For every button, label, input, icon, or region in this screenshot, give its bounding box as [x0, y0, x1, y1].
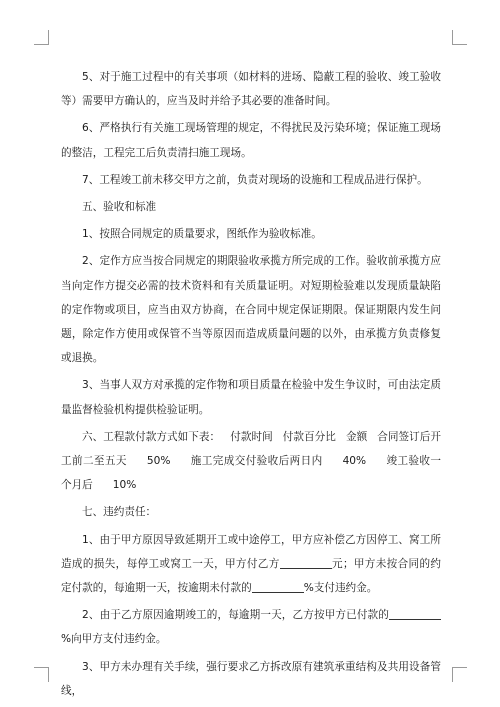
- breach-clause-2: [61, 603, 441, 651]
- breach-1-part-a: 1、由于甲方原因导致延期开工或中途停工，甲方应补偿乙方因停工、窝工所造成的损失，每停工或窝工一天，甲方付乙方: [61, 533, 441, 570]
- breach-clause-3: 3、甲方未办理有关手续，强行要求乙方拆改原有建筑承重结构及共用设备管线，: [61, 660, 441, 697]
- document-body: [61, 65, 441, 706]
- payment-col-amount: 金额: [345, 430, 368, 443]
- payment-col-time: 付款时间: [230, 430, 273, 443]
- acceptance-clause-3: 3、当事人双方对承揽的定作物和项目质量在检验中发生争议时，可由法定质量监督检验机构提供检验证明。: [61, 379, 441, 416]
- payment-row2-percent: 40%: [342, 455, 367, 468]
- fill-blank-daily-compensation: [280, 557, 332, 569]
- breach-2-part-a: 2、由于乙方原因逾期竣工的，每逾期一天，乙方按甲方已付款的: [82, 609, 389, 622]
- payment-row3-time: 竣工验收一个月后: [61, 455, 442, 492]
- crop-mark-top-right: [452, 30, 467, 45]
- breach-1-part-b: 元；甲方未按合同的约定付款的，每逾期一天，按逾期未付款的: [61, 557, 442, 595]
- crop-mark-bottom-right: [452, 667, 467, 682]
- payment-row1-percent: 50%: [146, 455, 171, 468]
- section-heading-acceptance: 五、验收和标准: [82, 201, 157, 214]
- payment-terms: [61, 425, 441, 498]
- payment-col-percent: 付款百分比: [282, 430, 336, 443]
- fill-blank-penalty-rate: [252, 581, 304, 593]
- breach-clause-1: [61, 528, 441, 601]
- section-heading-breach: 七、违约责任：: [82, 506, 157, 519]
- acceptance-clause-1: 1、按照合同规定的质量要求，图纸作为验收标准。: [82, 228, 322, 241]
- breach-1-part-c: %支付违约金。: [303, 582, 378, 595]
- payment-intro: 六、工程款付款方式如下表：: [82, 430, 221, 443]
- breach-2-part-b: %向甲方支付违约金。: [61, 633, 167, 646]
- acceptance-clause-2: 2、定作方应当按合同规定的期限验收承揽方所完成的工作。验收前承揽方应当向定作方提交必需的技术资料和有关质量证明。对短期检验难以发现质量缺陷的定作物或项目，应当由双方协商，在合同中规定保证期限。保证期限内发生问题，除定作方使用或保管不当等原因而造成质量问题的以外，由承揽方负责修复或退换。: [61, 255, 441, 365]
- clause-7: 7、工程竣工前未移交甲方之前，负责对现场的设施和工程成品进行保护。: [82, 173, 428, 186]
- fill-blank-delay-penalty-rate: [389, 608, 441, 620]
- crop-mark-bottom-left: [34, 667, 49, 682]
- payment-row1-time: 合同签订后开工前二至五天: [61, 430, 442, 468]
- payment-row3-percent: 10%: [112, 479, 137, 492]
- clause-6: 6、严格执行有关施工现场管理的规定，不得扰民及污染环境；保证施工现场的整洁，工程完工后负责清扫施工现场。: [61, 122, 441, 159]
- crop-mark-top-left: [34, 30, 49, 45]
- clause-5: 5、对于施工过程中的有关事项（如材料的进场、隐蔽工程的验收、竣工验收等）需要甲方确认的，应当及时并给予其必要的准备时间。: [61, 71, 441, 108]
- payment-row2-time: 施工完成交付验收后两日内: [190, 455, 323, 468]
